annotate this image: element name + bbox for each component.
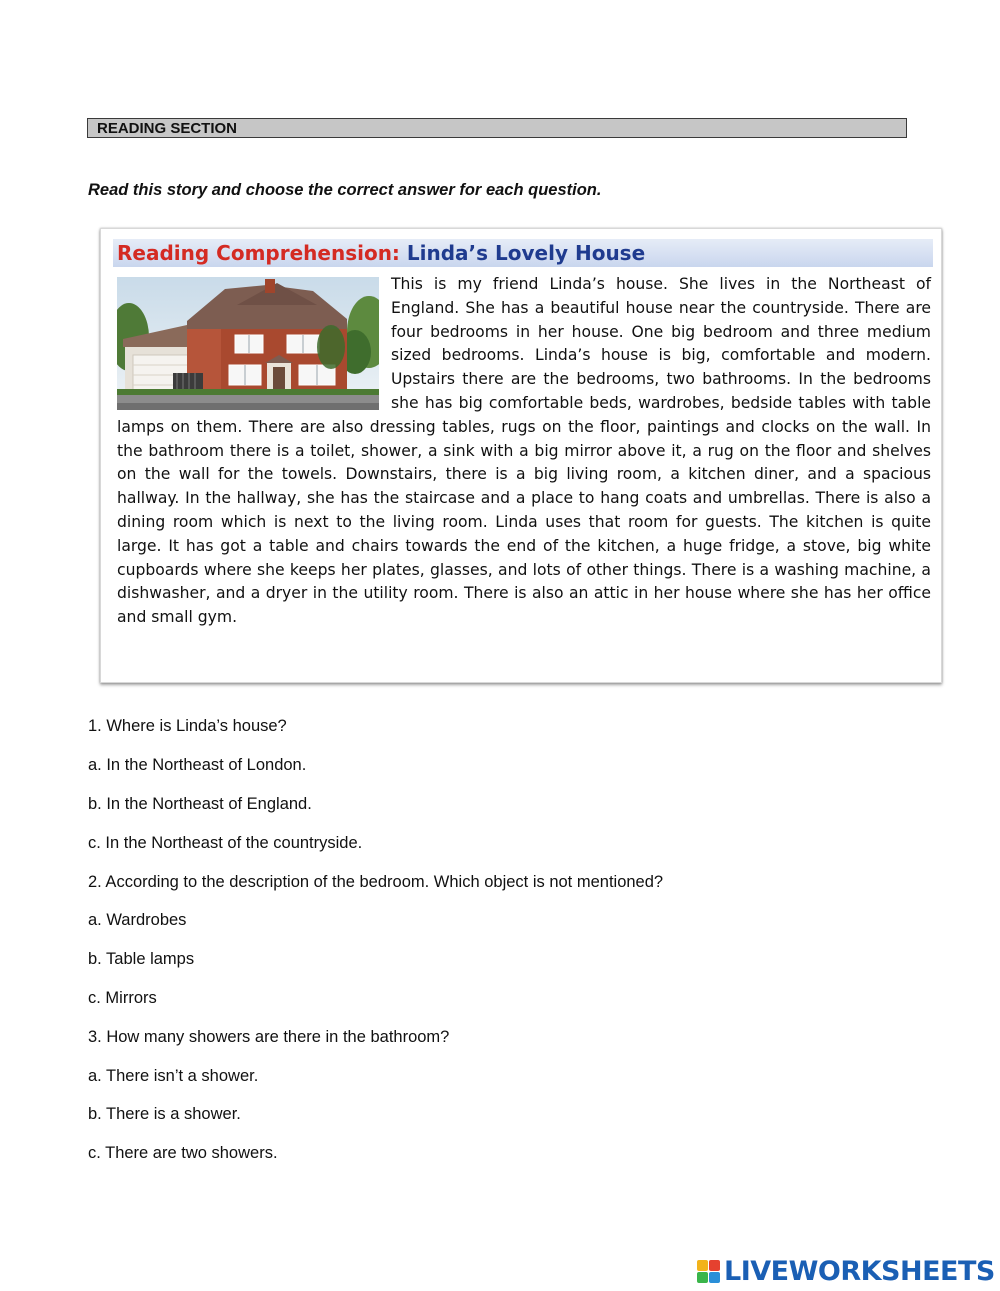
instruction-text: Read this story and choose the correct answer for each question. [88, 181, 602, 199]
question-2-option-c[interactable]: c. Mirrors [88, 989, 157, 1007]
logo-cube-3 [697, 1272, 708, 1283]
question-3-option-c[interactable]: c. There are two showers. [88, 1144, 278, 1162]
question-2: 2. According to the description of the bedroom. Which object is not mentioned? [88, 873, 664, 891]
liveworksheets-logo [697, 1256, 995, 1286]
logo-cube-2 [709, 1260, 720, 1271]
question-3-option-a[interactable]: a. There isn’t a shower. [88, 1067, 259, 1085]
question-2-option-b[interactable]: b. Table lamps [88, 950, 195, 968]
reading-title-label: Reading Comprehension: [117, 241, 400, 265]
question-3: 3. How many showers are there in the bathroom? [88, 1028, 450, 1046]
story-text [117, 273, 931, 630]
question-1-option-b[interactable]: b. In the Northeast of England. [88, 795, 312, 813]
logo-text: LIVEWORKSHEETS [724, 1255, 995, 1287]
section-title-bar [87, 118, 907, 138]
photo-spacer [117, 273, 391, 414]
logo-cubes-icon [697, 1260, 720, 1283]
question-3-option-b[interactable]: b. There is a shower. [88, 1105, 241, 1123]
question-1: 1. Where is Linda’s house? [88, 717, 287, 735]
logo-cube-4 [709, 1272, 720, 1283]
reading-title [113, 239, 933, 267]
story-body: This is my friend Linda’s house. She lives in the Northeast of England. She has a beautiful house near the countryside. There are four bedrooms in her house. One big bedroom and three medium sized bedrooms. Linda’s house is big, comfortable and modern. Upstairs there are the bedrooms, two bathrooms. In the bedrooms she has big comfortable beds, wardrobes, bedside tables with table lamps on them. There are also dressing tables, rugs on the floor, paintings and clocks on the wall. In the bathroom there is a toilet, shower, a sink with a big mirror above it, a rug on the floor and shelves on the wall for the towels. Downstairs, there is a big living room, a kitchen diner, and a spacious hallway. In the hallway, she has the staircase and a place to hang coats and umbrellas. There is also a dining room which is next to the living room. Linda uses that room for guests. The kitchen is quite large. It has got a table and chairs towards the end of the kitchen, a huge fridge, a stove, big white cupboards where she keeps her plates, glasses, and lots of other things. There is a washing machine, a dishwasher, and a dryer in the utility room. There is also an attic in her house where she has her office and small gym. [117, 275, 931, 627]
section-title: READING SECTION [97, 120, 238, 137]
question-2-option-a[interactable]: a. Wardrobes [88, 911, 187, 929]
logo-cube-1 [697, 1260, 708, 1271]
reading-comprehension-box [100, 228, 942, 683]
question-1-option-c[interactable]: c. In the Northeast of the countryside. [88, 834, 363, 852]
question-1-option-a[interactable]: a. In the Northeast of London. [88, 756, 307, 774]
reading-title-story-name: Linda’s Lovely House [406, 241, 646, 265]
